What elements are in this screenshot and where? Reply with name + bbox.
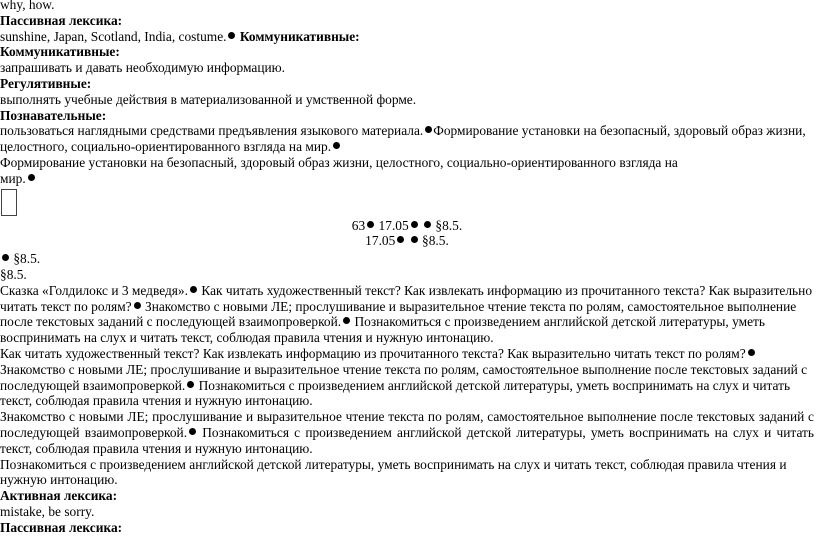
bullet-icon bbox=[228, 32, 235, 39]
section-ref: §8.5. bbox=[435, 217, 463, 233]
text-segment: Познакомиться с произведением английской детской литературы, уметь воспринимать на слух и читать текст, соблюдая правила чтения и нужную интонацию. bbox=[0, 314, 765, 346]
text-segment: Знакомство с новыми ЛЕ; прослушивание и выразительное чтение текста по ролям, самостоятельное выполнение после текстовых заданий с последующей взаимопроверкой. bbox=[0, 361, 808, 393]
bullet-icon bbox=[748, 349, 755, 356]
text-segment: Знакомство с новыми ЛЕ; прослушивание и выразительное чтение текста по ролям, самостоятельное выполнение после текстовых заданий с последующей взаимопроверкой. bbox=[0, 298, 797, 330]
text-segment: Как читать художественный текст? Как извлекать информацию из прочитанного текста? Как выразительно читать текст по ролям? bbox=[0, 345, 746, 361]
passive-words: sunshine, Japan, Scotland, India, costume. bbox=[0, 28, 227, 44]
text-paragraph bbox=[0, 409, 814, 456]
section-ref: §8.5. bbox=[0, 266, 27, 282]
bullet-icon bbox=[367, 221, 374, 228]
lesson-number: 63 bbox=[351, 217, 366, 233]
bullet-icon bbox=[187, 381, 194, 388]
section-ref: §8.5. bbox=[422, 233, 449, 249]
bullet-icon bbox=[397, 236, 404, 243]
text-paragraph: Познакомиться с произведением английской детской литературы, уметь воспринимать на слух и читать текст, соблюдая правила чтения и нужную интонацию. bbox=[0, 456, 787, 488]
lesson-date: 17.05 bbox=[365, 233, 396, 249]
text-line: запрашивать и давать необходимую информацию. bbox=[0, 60, 286, 76]
bullet-icon bbox=[411, 221, 418, 228]
bullet-icon bbox=[28, 174, 35, 181]
text-paragraph bbox=[0, 283, 814, 346]
text-segment: Знакомство с новыми ЛЕ; прослушивание и выразительное чтение текста по ролям, самостоятельное выполнение после текстовых заданий с последующей взаимопроверкой. bbox=[0, 409, 814, 440]
text-segment: пользоваться наглядными средствами предъявления языкового материала. bbox=[0, 123, 424, 139]
bullet-icon bbox=[134, 302, 141, 309]
text-line bbox=[0, 251, 814, 267]
active-words: mistake, be sorry. bbox=[0, 503, 95, 519]
bullet-icon bbox=[190, 286, 197, 293]
text-segment: мир. bbox=[0, 170, 26, 186]
table-row bbox=[0, 218, 814, 234]
text-segment: Формирование установки на безопасный, здоровый образ жизни, целостного, социально-ориентированного взгляда на мир. bbox=[0, 123, 806, 155]
heading-communicative-inline: Коммуникативные: bbox=[236, 28, 360, 44]
heading-cognitive: Познавательные: bbox=[0, 107, 107, 123]
table-row bbox=[0, 233, 814, 249]
bullet-icon bbox=[343, 317, 350, 324]
text-paragraph bbox=[0, 123, 814, 155]
bullet-icon bbox=[411, 236, 418, 243]
heading-regulatory: Регулятивные: bbox=[0, 75, 92, 91]
text-line bbox=[0, 171, 814, 187]
heading-communicative: Коммуникативные: bbox=[0, 44, 120, 60]
bullet-icon bbox=[2, 254, 9, 261]
text-line: выполнять учебные действия в материализованной и умственной форме. bbox=[0, 91, 417, 107]
lesson-topic: Сказка «Голдилокс и 3 медведя». bbox=[0, 282, 188, 298]
bullet-icon bbox=[425, 126, 432, 133]
text-line bbox=[0, 29, 814, 45]
text-segment: Познакомиться с произведением английской детской литературы, уметь воспринимать на слух и читать текст, соблюдая правила чтения и нужную интонацию. bbox=[0, 424, 814, 456]
section-ref: §8.5. bbox=[13, 251, 41, 267]
text-line: why, how. bbox=[0, 0, 55, 12]
bullet-icon bbox=[333, 142, 340, 149]
text-paragraph bbox=[0, 346, 814, 409]
text-line: Формирование установки на безопасный, здоровый образ жизни, целостного, социально-ориентированного взгляда на bbox=[0, 154, 678, 170]
table-cell-box bbox=[1, 189, 17, 216]
bullet-icon bbox=[189, 428, 196, 435]
text-segment: Познакомиться с произведением английской детской литературы, уметь воспринимать на слух и читать текст, соблюдая правила чтения и нужную интонацию. bbox=[0, 377, 791, 409]
heading-passive-vocabulary: Пассивная лексика: bbox=[0, 519, 123, 535]
heading-passive-vocabulary: Пассивная лексика: bbox=[0, 12, 123, 28]
heading-active-vocabulary: Активная лексика: bbox=[0, 488, 118, 504]
bullet-icon bbox=[424, 221, 431, 228]
text-segment: Как читать художественный текст? Как извлекать информацию из прочитанного текста? Как выразительно читать текст по ролям? bbox=[0, 282, 813, 314]
lesson-date: 17.05 bbox=[378, 217, 409, 233]
